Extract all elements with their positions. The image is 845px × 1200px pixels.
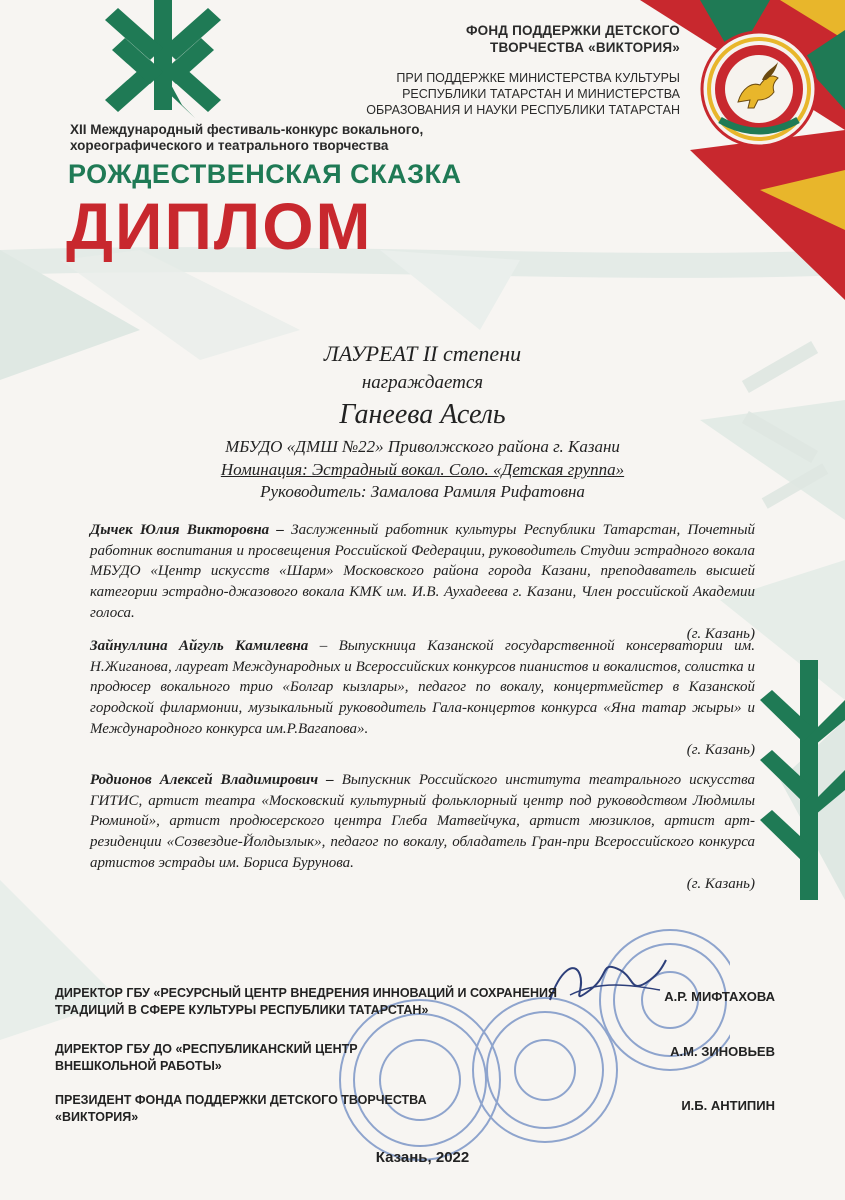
jury-name: Зайнуллина Айгуль Камилевна: [90, 638, 309, 654]
signature-name: И.Б. АНТИПИН: [681, 1098, 775, 1113]
jury-city: (г. Казань): [686, 741, 755, 758]
awarded-label: награждается: [361, 372, 484, 393]
fund-support: ПРИ ПОДДЕРЖКЕ МИНИСТЕРСТВА КУЛЬТУРЫ РЕСПУБЛИКИ ТАТАРСТАН И МИНИСТЕРСТВА ОБРАЗОВАНИЯ И НАУКИ РЕСПУБЛИКИ ТАТАРСТАН: [366, 71, 680, 117]
jury-description: Выпускник Российского института театрального искусства ГИТИС, артист театра «Московский культурный фольклорный центр под руководством Людмилы Рюминой», артист продюсерского центра Глеба Матвейчука, артист мюзиклов, артист арт-резиденции «Созвездие-Йолдызлык», педагог по вокалу, обладатель Гран-при Всероссийского конкурса артистов эстрады им. Бориса Бурунова.: [90, 772, 756, 871]
jury-city: (г. Казань): [686, 625, 755, 642]
signature-name: А.Р. МИФТАХОВА: [664, 989, 775, 1004]
document-title: ДИПЛОМ: [66, 189, 373, 263]
jury-member: [90, 770, 755, 894]
snowflake-icon: [105, 0, 221, 118]
signature-position: ДИРЕКТОР ГБУ ДО «РЕСПУБЛИКАНСКИЙ ЦЕНТР ВНЕШКОЛЬНОЙ РАБОТЫ»: [55, 1042, 358, 1073]
tatarstan-emblem-icon: [700, 30, 818, 148]
jury-description: – Выпускница Казанской государственной консерватории им. Н.Жиганова, лауреат Международных и Всероссийских конкурсов пианистов и вокалистов, солистка и продюсер вокального трио «Болгар кызлары», педагог по вокалу, концертмейстер в Казанской городской филармонии, музыкальный руководитель Гала-концертов конкурса «Яна татар жыры» и Международного конкурса им.Р.Вагапова».: [90, 638, 756, 737]
signature-position: ПРЕЗИДЕНТ ФОНДА ПОДДЕРЖКИ ДЕТСКОГО ТВОРЧЕСТВА «ВИКТОРИЯ»: [55, 1093, 427, 1124]
jury-description: Заслуженный работник культуры Республики Татарстан, Почетный работник воспитания и просвещения Российской Федерации, руководитель Студии эстрадного вокала МБУДО «Центр искусств «Шарм» Московского района города Казани, преподаватель высшей категории эстрадно-джазового вокала КМК им. И.В. Аухадеева г. Казани, Член российской Академии голоса.: [90, 522, 755, 621]
laureate-degree: ЛАУРЕАТ II степени: [323, 341, 522, 366]
jury-member: [90, 520, 755, 644]
winner-name: Ганеева Асель: [339, 399, 506, 430]
jury-member: [90, 636, 755, 760]
school-name: МБУДО «ДМШ №22» Приволжского района г. Казани: [225, 437, 620, 456]
leader: Руководитель: Замалова Рамиля Рифатовна: [260, 482, 585, 501]
signature-position: ДИРЕКТОР ГБУ «РЕСУРСНЫЙ ЦЕНТР ВНЕДРЕНИЯ ИННОВАЦИЙ И СОХРАНЕНИЯ ТРАДИЦИЙ В СФЕРЕ КУЛЬТУРЫ РЕСПУБЛИКИ ТАТАРСТАН»: [55, 986, 557, 1017]
fund-title: ФОНД ПОДДЕРЖКИ ДЕТСКОГО ТВОРЧЕСТВА «ВИКТОРИЯ»: [465, 23, 680, 55]
festival-name: РОЖДЕСТВЕНСКАЯ СКАЗКА: [68, 159, 462, 189]
festival-line: XII Международный фестиваль-конкурс вокального, хореографического и театрального творчества: [70, 122, 424, 153]
nomination: Номинация: Эстрадный вокал. Соло. «Детская группа»: [220, 460, 625, 479]
city-year: Казань, 2022: [375, 1149, 470, 1166]
jury-city: (г. Казань): [686, 875, 755, 892]
signature-name: А.М. ЗИНОВЬЕВ: [670, 1044, 775, 1059]
jury-name: Дычек Юлия Викторовна –: [90, 522, 284, 538]
jury-name: Родионов Алексей Владимирович –: [90, 772, 334, 788]
